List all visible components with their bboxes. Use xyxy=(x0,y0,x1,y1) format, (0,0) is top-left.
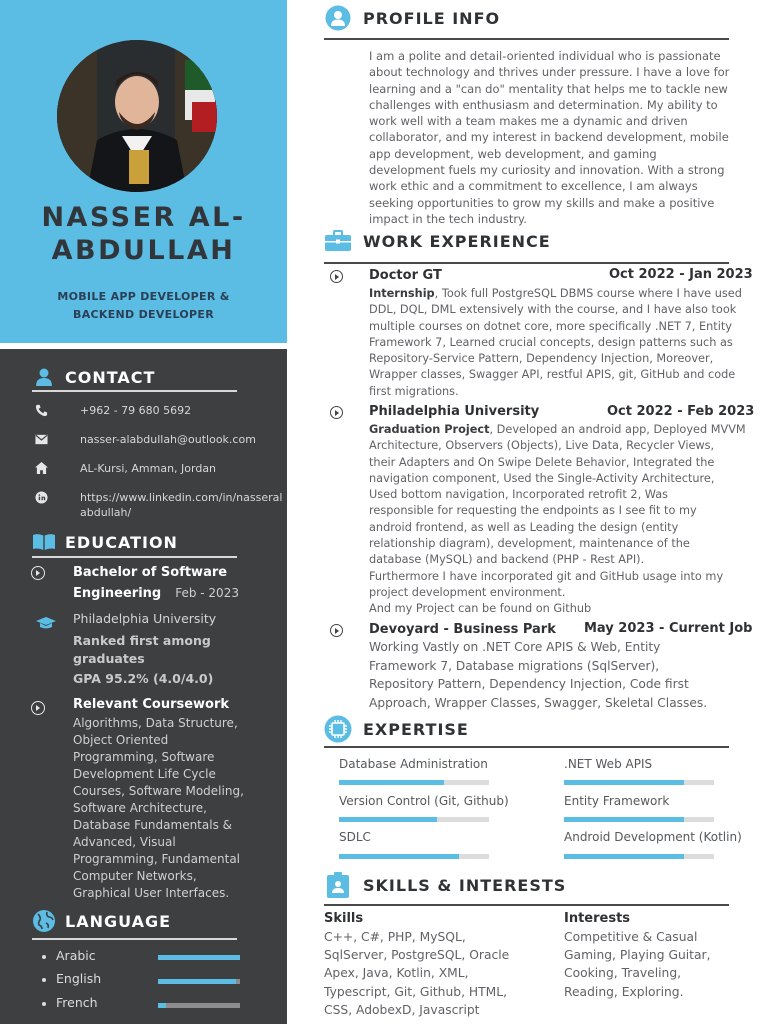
text-span: Wrapper classes, Swagger API, restful APIS, git, GitHub and code xyxy=(369,368,736,382)
degree-date: Feb - 2023 xyxy=(175,586,239,600)
expertise-bar xyxy=(564,854,714,859)
text-line xyxy=(369,455,746,471)
text-line xyxy=(369,335,742,351)
section-title: WORK EXPERIENCE xyxy=(363,231,551,251)
briefcase-icon xyxy=(324,227,352,255)
expertise-bar-fill xyxy=(564,854,684,859)
text-line: Object Oriented xyxy=(73,733,169,747)
text-line: Gaming, Playing Guitar, xyxy=(564,948,711,963)
language-item xyxy=(42,995,98,1010)
bullet-icon xyxy=(42,978,46,982)
text-line: I am a polite and detail-oriented individual who is passionate xyxy=(369,49,721,63)
expertise-label: Entity Framework xyxy=(564,794,670,808)
language-name: Arabic xyxy=(56,948,96,963)
profile-header-panel xyxy=(0,0,287,343)
profile-heading xyxy=(324,4,500,32)
text-line xyxy=(369,302,742,318)
arrow-bullet-icon xyxy=(330,406,343,419)
text-line: Algorithms, Data Structure, xyxy=(73,716,238,730)
language-level-fill xyxy=(158,955,240,960)
expertise-bar xyxy=(339,780,489,785)
section-title: PROFILE INFO xyxy=(363,8,501,28)
text-line xyxy=(369,552,746,568)
degree-line: Engineering xyxy=(73,586,162,601)
job-company: Devoyard - Business Park xyxy=(369,622,556,637)
text-span: project development environment. xyxy=(369,585,566,599)
text-line: about technology and thrives under pressure. I have a love for xyxy=(369,65,730,80)
expertise-label: Android Development (Kotlin) xyxy=(564,830,742,844)
text-span: Framework 7, Learned crucial concepts, design patterns such as xyxy=(369,335,733,349)
text-line xyxy=(369,657,707,676)
expertise-icon xyxy=(324,715,352,743)
role-line: BACKEND DEVELOPER xyxy=(73,308,214,321)
globe-icon xyxy=(32,909,56,933)
skills-subtitle: Skills xyxy=(324,911,364,926)
expertise-label: Database Administration xyxy=(339,757,488,771)
rank-line: Ranked first among xyxy=(73,633,211,648)
job-role-lead: Internship xyxy=(369,287,435,300)
text-span: database (MySQL) and backend (PHP - Rest API). xyxy=(369,553,645,567)
person-icon xyxy=(32,365,56,389)
text-line xyxy=(369,520,746,536)
text-span: android frontend, as well as Leading the design (entity xyxy=(369,520,679,534)
email-link[interactable]: nasser-alabdullah@outlook.com xyxy=(80,433,256,446)
text-line: collaborator, and my interest in backend development, mobile xyxy=(369,130,729,145)
work-heading xyxy=(324,227,551,255)
contact-email[interactable] xyxy=(32,432,290,447)
expertise-bar-fill xyxy=(564,817,684,822)
divider xyxy=(324,262,729,264)
language-item xyxy=(42,971,101,986)
job-company: Doctor GT xyxy=(369,268,442,283)
divider xyxy=(324,38,729,40)
graduation-cap-icon xyxy=(36,615,56,634)
text-line: learning and a "can do" mentality that helps me to tackle new xyxy=(369,81,728,96)
text-line xyxy=(369,694,707,713)
text-line: Database Fundamentals & xyxy=(73,818,232,832)
language-level-bar xyxy=(158,1003,240,1008)
text-line xyxy=(369,585,746,601)
language-name: French xyxy=(56,995,98,1010)
language-level-fill xyxy=(158,979,236,984)
text-line: Graphical User Interfaces. xyxy=(73,886,230,900)
text-line: Apex, Java, Kotlin, XML, xyxy=(324,966,469,981)
role-line: MOBILE APP DEVELOPER & xyxy=(57,290,230,303)
text-line: Programming, Fundamental xyxy=(73,852,241,866)
expertise-bar xyxy=(339,817,489,822)
coursework-title: Relevant Coursework xyxy=(73,697,230,712)
text-span: Furthermore I have incorporated git and GitHub usage into my xyxy=(369,569,724,583)
text-line xyxy=(369,286,742,302)
text-span: relationship diagram), development, maintenance of the xyxy=(369,537,690,551)
text-line: Advanced, Visual xyxy=(73,835,176,849)
contact-linkedin[interactable] xyxy=(32,490,285,520)
section-title: EDUCATION xyxy=(65,532,178,552)
job-role xyxy=(0,288,287,324)
bullet-icon xyxy=(42,955,46,959)
expertise-heading xyxy=(324,715,469,743)
text-span: first migrations. xyxy=(369,384,459,398)
text-line xyxy=(369,675,707,694)
rank-line: graduates xyxy=(73,651,145,666)
interests-subtitle: Interests xyxy=(564,911,631,926)
text-line: work well with a team makes me a dynamic and driven xyxy=(369,114,688,129)
text-line: seeking opportunities to grow my skills and make a positive xyxy=(369,195,715,210)
text-line xyxy=(369,367,742,383)
text-line xyxy=(369,536,746,552)
job-company: Philadelphia University xyxy=(369,404,540,419)
expertise-label: SDLC xyxy=(339,830,371,844)
divider xyxy=(324,904,729,906)
text-line: impact in the tech industry. xyxy=(369,211,527,226)
expertise-bar-fill xyxy=(339,780,444,785)
text-span: navigation component, Used the Single-Activity Architecture, xyxy=(369,471,715,485)
language-item xyxy=(42,948,96,963)
linkedin-icon xyxy=(32,490,50,504)
section-title: CONTACT xyxy=(65,367,156,387)
arrow-bullet-icon xyxy=(330,270,343,283)
contact-phone xyxy=(32,403,290,418)
text-line: Programming, Software xyxy=(73,750,215,764)
text-line: SqlServer, PostgreSQL, Oracle xyxy=(324,948,510,963)
text-line: Cooking, Traveling, xyxy=(564,966,682,981)
mail-icon xyxy=(32,432,50,446)
job-description xyxy=(369,286,742,400)
text-span: And my Project can be found on Github xyxy=(369,602,592,616)
contact-text: +962 - 79 680 5692 xyxy=(80,404,192,417)
id-badge-icon xyxy=(324,871,352,899)
text-span: Framework 7, Database migrations (SqlServer), xyxy=(369,658,660,673)
text-line xyxy=(369,487,746,503)
text-line xyxy=(369,422,746,438)
text-line xyxy=(369,503,746,519)
text-span: , Took full PostgreSQL DBMS course where I have used xyxy=(434,287,742,300)
rank-text xyxy=(73,632,211,668)
text-line xyxy=(369,601,746,617)
profile-photo xyxy=(57,40,217,192)
name-line: ABDULLAH xyxy=(51,235,236,266)
bullet-icon xyxy=(42,1002,46,1006)
text-span: their Adapters and On Swipe Delete Behavior, Integrated the xyxy=(369,455,715,469)
arrow-bullet-icon xyxy=(31,701,45,715)
text-span: Repository-Service Pattern, Dependency Injection, Moreover, xyxy=(369,352,714,366)
expertise-bar-fill xyxy=(339,854,459,859)
text-span: Repository Pattern, Dependency Injection, Code first xyxy=(369,677,689,691)
text-line: app development, web development, and gaming xyxy=(369,146,657,161)
job-date: Oct 2022 - Feb 2023 xyxy=(607,404,755,419)
contact-heading xyxy=(32,365,155,389)
expertise-label: Version Control (Git, Github) xyxy=(339,794,509,808)
expertise-label: .NET Web APIS xyxy=(564,757,653,771)
text-line xyxy=(369,319,742,335)
language-level-bar xyxy=(158,955,240,960)
text-line xyxy=(369,638,707,657)
text-line xyxy=(369,351,742,367)
text-line xyxy=(369,471,746,487)
arrow-bullet-icon xyxy=(31,566,45,580)
phone-icon xyxy=(32,403,50,417)
text-line: development fuels my curiosity and innovation. With a strong xyxy=(369,163,725,178)
text-span: Architecture, Observers (Objects), Live Data, Recycler Views, xyxy=(369,439,715,453)
book-icon xyxy=(32,530,56,554)
language-name: English xyxy=(56,971,102,986)
text-line: Competitive & Casual xyxy=(564,930,698,944)
text-span: Used bottom navigation, Incorporated retrofit 2, Was xyxy=(369,488,669,502)
degree xyxy=(73,563,239,604)
text-line: Development Life Cycle xyxy=(73,767,216,781)
contact-text: AL-Kursi, Amman, Jordan xyxy=(80,462,217,475)
divider xyxy=(32,390,237,392)
linkedin-link[interactable]: https://www.linkedin.com/in/nasseralabdullah/ xyxy=(80,491,283,519)
degree-line: Bachelor of Software xyxy=(73,565,228,580)
full-name xyxy=(0,201,287,267)
university-name: Philadelphia University xyxy=(73,611,217,626)
education-heading xyxy=(32,530,178,554)
section-title: SKILLS & INTERESTS xyxy=(363,875,567,895)
text-span: DDL, DQL, DML extensively with the course, and I have also took xyxy=(369,303,737,317)
divider xyxy=(324,746,729,748)
text-span: responsible for requesting the endpoints as I see fit to my xyxy=(369,504,697,518)
text-line: Typescript, Git, Github, HTML, xyxy=(324,984,508,999)
coursework-list xyxy=(73,715,244,902)
language-heading xyxy=(32,909,171,933)
text-line: challenges with enthusiasm and determination. My ability to xyxy=(369,97,718,112)
expertise-bar-fill xyxy=(564,780,684,785)
gpa-text: GPA 95.2% (4.0/4.0) xyxy=(73,671,214,686)
expertise-bar xyxy=(564,780,714,785)
text-span: Working Vastly on .NET Core APIS & Web, Entity xyxy=(369,640,661,654)
job-description xyxy=(369,638,707,712)
skills-list xyxy=(324,928,509,1019)
arrow-bullet-icon xyxy=(330,624,343,637)
home-icon xyxy=(32,461,50,475)
divider xyxy=(32,556,237,558)
interests-list xyxy=(564,928,711,1001)
text-line: C++, C#, PHP, MySQL, xyxy=(324,930,466,944)
contact-address xyxy=(32,461,290,476)
text-line: Reading, Exploring. xyxy=(564,984,684,999)
text-span: multiple courses on dotnet core, more specifically .NET 7, Entity xyxy=(369,319,732,333)
text-line xyxy=(369,438,746,454)
section-title: EXPERTISE xyxy=(363,719,469,739)
user-circle-icon xyxy=(324,4,352,32)
job-date: Oct 2022 - Jan 2023 xyxy=(609,267,753,282)
text-span: , Developed an android app, Deployed MVVM xyxy=(489,423,746,436)
expertise-bar xyxy=(339,854,489,859)
skills-heading xyxy=(324,871,566,899)
text-line xyxy=(369,569,746,585)
job-description xyxy=(369,422,746,618)
language-level-bar xyxy=(158,979,240,984)
text-span: Approach, Wrapper Classes, Swagger, Skeletal Classes. xyxy=(369,695,708,710)
profile-summary xyxy=(369,48,729,227)
sidebar-panel xyxy=(0,349,287,1024)
text-line xyxy=(369,384,742,400)
language-level-fill xyxy=(158,1003,166,1008)
section-title: LANGUAGE xyxy=(65,911,172,931)
text-line: CSS, AdobexD, Javascript xyxy=(324,1002,480,1017)
divider xyxy=(32,938,237,940)
text-line: Computer Networks, xyxy=(73,869,197,883)
expertise-bar-fill xyxy=(339,817,437,822)
job-role-lead: Graduation Project xyxy=(369,423,490,436)
job-date: May 2023 - Current Job xyxy=(584,621,753,636)
text-line: Software Architecture, xyxy=(73,801,207,815)
text-line: Courses, Software Modeling, xyxy=(73,784,244,798)
name-line: NASSER AL- xyxy=(41,202,246,233)
expertise-bar xyxy=(564,817,714,822)
text-line: work ethic and a commitment to excellence, I am always xyxy=(369,179,698,194)
